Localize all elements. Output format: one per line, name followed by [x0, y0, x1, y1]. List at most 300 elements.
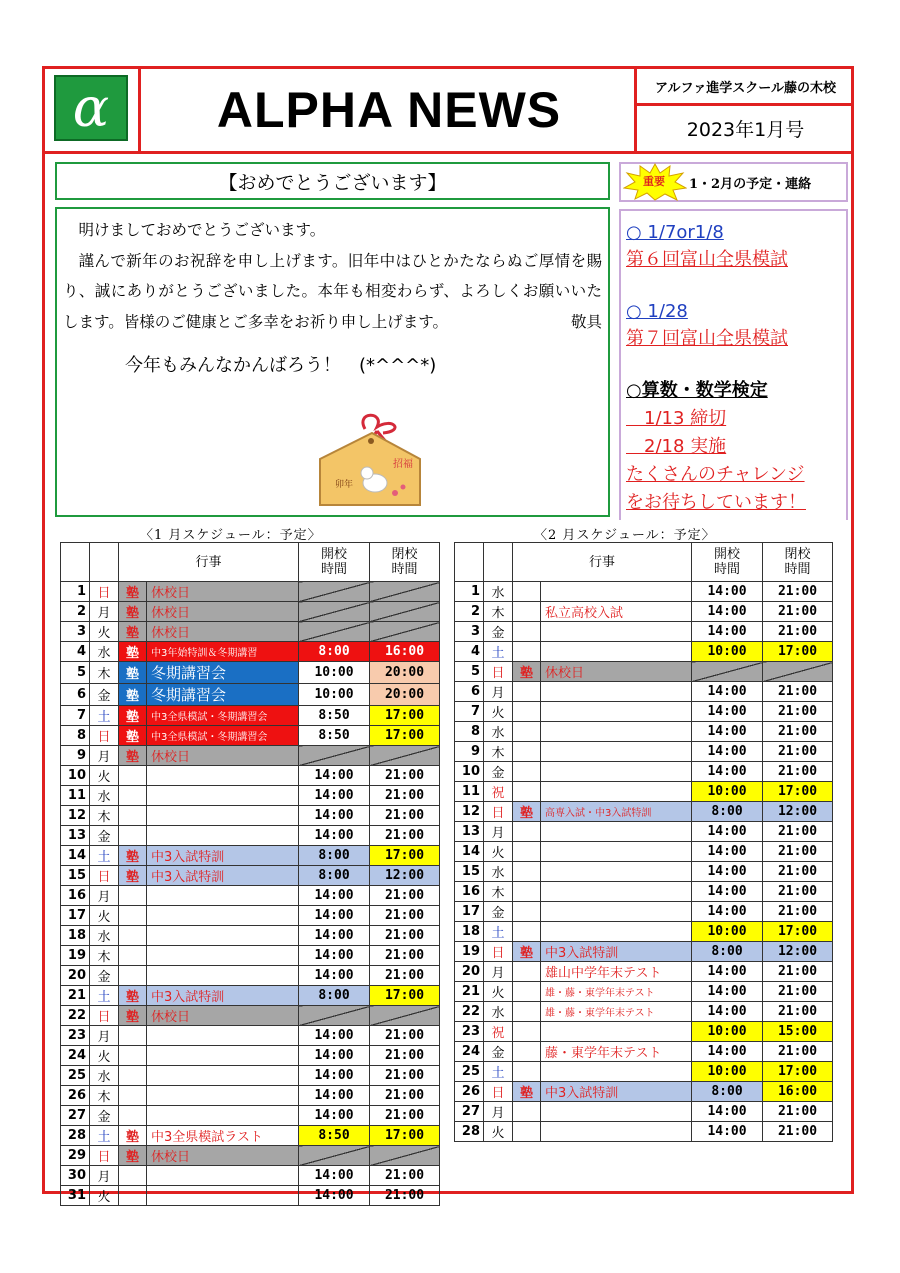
table-row	[455, 982, 833, 1002]
cell-day: 29	[61, 1146, 90, 1166]
cell-close-time: 21:00	[763, 742, 833, 762]
cell-weekday: 金	[90, 684, 119, 706]
cell-open-time: 10:00	[299, 684, 370, 706]
cell-open-time: 14:00	[299, 1186, 370, 1206]
header-open: 開校 時間	[692, 543, 763, 582]
cell-close-time: 21:00	[763, 862, 833, 882]
cell-juku	[119, 906, 147, 926]
cell-day: 11	[455, 782, 484, 802]
cell-juku	[513, 862, 541, 882]
cell-close-time	[370, 582, 440, 602]
cell-event	[147, 806, 299, 826]
cell-weekday: 木	[90, 806, 119, 826]
cell-weekday: 日	[484, 662, 513, 682]
cell-open-time: 14:00	[692, 722, 763, 742]
cell-open-time: 10:00	[692, 922, 763, 942]
cell-day: 6	[455, 682, 484, 702]
cell-day: 26	[61, 1086, 90, 1106]
cell-event: 冬期講習会	[147, 662, 299, 684]
cell-day: 9	[61, 746, 90, 766]
cell-open-time: 14:00	[299, 1086, 370, 1106]
cell-day: 18	[455, 922, 484, 942]
notice-item1-title: 第６回富山全県模試	[626, 249, 788, 270]
cell-juku	[119, 826, 147, 846]
cell-weekday: 木	[484, 742, 513, 762]
cell-close-time: 21:00	[370, 766, 440, 786]
cell-weekday: 水	[484, 1002, 513, 1022]
cell-close-time: 17:00	[370, 706, 440, 726]
cell-event	[541, 1062, 692, 1082]
cell-day: 16	[61, 886, 90, 906]
cell-juku	[513, 982, 541, 1002]
greeting-box	[55, 207, 610, 517]
cell-event	[541, 782, 692, 802]
svg-text:卯年: 卯年	[335, 480, 354, 490]
alpha-logo-icon: α	[54, 75, 128, 141]
cell-open-time	[299, 602, 370, 622]
cell-day: 21	[455, 982, 484, 1002]
cell-day: 26	[455, 1082, 484, 1102]
cell-day: 10	[61, 766, 90, 786]
table-row	[455, 682, 833, 702]
cell-day: 30	[61, 1166, 90, 1186]
cell-event	[541, 642, 692, 662]
cell-day: 24	[455, 1042, 484, 1062]
cell-day: 11	[61, 786, 90, 806]
cell-weekday: 金	[484, 902, 513, 922]
cell-event	[147, 1066, 299, 1086]
cell-close-time: 21:00	[763, 582, 833, 602]
table-row	[61, 726, 440, 746]
cell-weekday: 金	[90, 826, 119, 846]
cell-open-time: 8:00	[692, 942, 763, 962]
cell-weekday: 祝	[484, 1022, 513, 1042]
cell-close-time: 17:00	[370, 846, 440, 866]
cell-weekday: 火	[90, 906, 119, 926]
table-row	[455, 1022, 833, 1042]
cell-juku	[513, 1102, 541, 1122]
cell-close-time: 17:00	[370, 1126, 440, 1146]
cell-close-time: 21:00	[763, 722, 833, 742]
table-row	[61, 582, 440, 602]
cell-event: 冬期講習会	[147, 684, 299, 706]
cell-juku	[119, 1166, 147, 1186]
cell-juku	[119, 1046, 147, 1066]
cell-close-time: 21:00	[763, 1102, 833, 1122]
cell-weekday: 日	[90, 1146, 119, 1166]
cell-event: 休校日	[147, 602, 299, 622]
cell-close-time: 21:00	[763, 962, 833, 982]
cell-weekday: 火	[90, 1186, 119, 1206]
cell-open-time: 10:00	[299, 662, 370, 684]
cell-juku	[119, 886, 147, 906]
notice-item3-line1: 1/13 締切	[626, 408, 727, 429]
important-heading: 1・2月の予定・連絡	[689, 176, 812, 192]
jan-schedule-table	[60, 542, 440, 1206]
cell-day: 17	[455, 902, 484, 922]
cell-open-time: 14:00	[299, 786, 370, 806]
cell-open-time	[299, 1146, 370, 1166]
cell-day: 20	[61, 966, 90, 986]
cell-day: 10	[455, 762, 484, 782]
cell-event	[147, 1186, 299, 1206]
cell-open-time: 14:00	[692, 862, 763, 882]
cell-juku	[513, 1022, 541, 1042]
notice-item3-line4: をお待ちしています！	[626, 492, 806, 513]
cell-open-time: 14:00	[692, 1042, 763, 1062]
cell-weekday: 月	[90, 886, 119, 906]
table-row	[455, 1042, 833, 1062]
cell-close-time	[370, 602, 440, 622]
jan-header-row	[61, 543, 440, 582]
cell-open-time: 8:50	[299, 726, 370, 746]
cell-juku	[513, 722, 541, 742]
cell-weekday: 土	[484, 1062, 513, 1082]
cell-day: 23	[455, 1022, 484, 1042]
cell-day: 28	[455, 1122, 484, 1142]
cell-event	[541, 862, 692, 882]
cell-weekday: 月	[90, 746, 119, 766]
cell-juku: 塾	[119, 642, 147, 662]
cell-weekday: 水	[90, 1066, 119, 1086]
cell-juku: 塾	[513, 942, 541, 962]
table-row	[61, 826, 440, 846]
cell-juku: 塾	[119, 726, 147, 746]
cell-juku	[513, 902, 541, 922]
cell-weekday: 金	[484, 622, 513, 642]
cell-close-time: 17:00	[763, 1062, 833, 1082]
cell-open-time: 14:00	[692, 1002, 763, 1022]
cell-juku: 塾	[119, 602, 147, 622]
cell-event: 雄・藤・東学年末テスト	[541, 1002, 692, 1022]
cell-close-time: 20:00	[370, 684, 440, 706]
table-row	[455, 662, 833, 682]
cell-event	[541, 882, 692, 902]
table-row	[61, 706, 440, 726]
table-row	[455, 602, 833, 622]
cell-event: 藤・東学年末テスト	[541, 1042, 692, 1062]
cell-day: 27	[61, 1106, 90, 1126]
cell-event: 休校日	[147, 1146, 299, 1166]
cell-juku: 塾	[119, 746, 147, 766]
cell-close-time: 16:00	[763, 1082, 833, 1102]
table-row	[61, 684, 440, 706]
cell-weekday: 木	[90, 946, 119, 966]
cell-open-time	[299, 746, 370, 766]
greeting-title: 【おめでとうございます】	[55, 162, 610, 200]
cell-open-time: 14:00	[692, 1102, 763, 1122]
greeting-closing: 敬具	[570, 312, 602, 331]
cell-juku: 塾	[119, 866, 147, 886]
cell-day: 7	[61, 706, 90, 726]
cell-weekday: 月	[484, 962, 513, 982]
cell-juku: 塾	[119, 706, 147, 726]
jan-schedule-caption: 〈1 月スケジュール：予定〉	[140, 528, 322, 543]
cell-day: 25	[455, 1062, 484, 1082]
table-row	[61, 986, 440, 1006]
header-close: 閉校 時間	[370, 543, 440, 582]
cell-event	[147, 1166, 299, 1186]
cell-close-time: 21:00	[370, 1106, 440, 1126]
cell-day: 3	[455, 622, 484, 642]
table-row	[455, 782, 833, 802]
cell-day: 27	[455, 1102, 484, 1122]
cell-day: 22	[61, 1006, 90, 1026]
cell-open-time: 14:00	[692, 702, 763, 722]
cell-juku	[513, 702, 541, 722]
table-row	[61, 806, 440, 826]
table-row	[61, 766, 440, 786]
cell-event: 中3年始特訓＆冬期講習	[147, 642, 299, 662]
cell-day: 22	[455, 1002, 484, 1022]
cell-open-time: 14:00	[299, 1026, 370, 1046]
cell-open-time: 8:00	[299, 846, 370, 866]
cell-day: 13	[455, 822, 484, 842]
cell-weekday: 火	[90, 622, 119, 642]
cell-day: 12	[455, 802, 484, 822]
cell-open-time: 14:00	[692, 822, 763, 842]
cell-open-time	[299, 1006, 370, 1026]
cell-weekday: 土	[90, 986, 119, 1006]
table-row	[61, 662, 440, 684]
cell-day: 17	[61, 906, 90, 926]
cell-weekday: 金	[484, 762, 513, 782]
cell-day: 15	[61, 866, 90, 886]
table-row	[455, 882, 833, 902]
cell-close-time: 21:00	[370, 826, 440, 846]
table-row	[455, 802, 833, 822]
cell-open-time: 14:00	[692, 962, 763, 982]
cell-event: 高専入試・中3入試特訓	[541, 802, 692, 822]
notice-item2-title: 第７回富山全県模試	[626, 328, 788, 349]
cell-juku: 塾	[119, 1146, 147, 1166]
cell-day: 4	[455, 642, 484, 662]
cell-event: 中3全県模試ラスト	[147, 1126, 299, 1146]
cell-weekday: 木	[484, 602, 513, 622]
cell-close-time: 20:00	[370, 662, 440, 684]
cell-open-time	[692, 662, 763, 682]
cell-close-time: 21:00	[370, 1026, 440, 1046]
cell-open-time: 8:00	[692, 802, 763, 822]
cell-event: 中3入試特訓	[541, 1082, 692, 1102]
cell-weekday: 月	[90, 602, 119, 622]
cell-event	[147, 766, 299, 786]
cell-weekday: 木	[90, 662, 119, 684]
cell-weekday: 火	[90, 1046, 119, 1066]
cell-day: 18	[61, 926, 90, 946]
table-row	[455, 922, 833, 942]
cell-weekday: 火	[484, 702, 513, 722]
cell-close-time: 21:00	[370, 786, 440, 806]
table-row	[455, 1082, 833, 1102]
cell-juku	[119, 1066, 147, 1086]
cell-event	[541, 922, 692, 942]
cell-juku	[513, 1002, 541, 1022]
cell-open-time: 14:00	[692, 602, 763, 622]
greeting-body	[63, 215, 602, 337]
cell-weekday: 水	[90, 926, 119, 946]
cell-weekday: 土	[484, 642, 513, 662]
cell-juku: 塾	[119, 846, 147, 866]
notice-item3-title: ○算数・数学検定	[626, 380, 768, 401]
cell-event	[541, 822, 692, 842]
cell-day: 12	[61, 806, 90, 826]
cell-close-time: 21:00	[763, 602, 833, 622]
header-weekday	[90, 543, 119, 582]
header-divider	[42, 151, 854, 154]
table-row	[61, 1146, 440, 1166]
cell-event: 中3入試特訓	[147, 846, 299, 866]
cell-juku	[513, 682, 541, 702]
cell-day: 28	[61, 1126, 90, 1146]
cell-close-time	[370, 746, 440, 766]
important-starburst-icon: 重要	[623, 163, 689, 201]
cell-juku	[119, 1086, 147, 1106]
feb-schedule-table	[454, 542, 833, 1142]
cell-open-time: 8:00	[299, 986, 370, 1006]
cell-close-time: 12:00	[763, 802, 833, 822]
greeting-paragraph: 謹んで新年のお祝辞を申し上げます。旧年中はひとかたならぬご厚情を賜り、誠にありがとうございました。本年も相変わらず、よろしくお願いいたします。皆様のご健康とご多幸をお祈り申し上げます。 敬具	[63, 246, 602, 338]
cell-juku: 塾	[119, 582, 147, 602]
cell-event: 中3全県模試・冬期講習会	[147, 726, 299, 746]
cell-open-time: 14:00	[692, 622, 763, 642]
header-weekday	[484, 543, 513, 582]
notice-item3-line3: たくさんのチャレンジ	[626, 464, 805, 485]
cell-juku: 塾	[119, 622, 147, 642]
table-row	[61, 1126, 440, 1146]
cell-weekday: 金	[484, 1042, 513, 1062]
cell-open-time: 10:00	[692, 642, 763, 662]
cell-open-time: 14:00	[692, 582, 763, 602]
cell-day: 19	[61, 946, 90, 966]
cell-juku	[119, 786, 147, 806]
cell-event	[541, 742, 692, 762]
cell-weekday: 水	[484, 862, 513, 882]
cell-open-time: 8:00	[299, 866, 370, 886]
cell-day: 20	[455, 962, 484, 982]
cell-weekday: 木	[90, 1086, 119, 1106]
cell-open-time	[299, 622, 370, 642]
notice-item1-date: ○ 1/7or1/8	[626, 222, 724, 243]
cell-event: 中3全県模試・冬期講習会	[147, 706, 299, 726]
feb-header-row	[455, 543, 833, 582]
cell-close-time: 21:00	[370, 1046, 440, 1066]
cell-close-time: 17:00	[763, 922, 833, 942]
cell-day: 1	[455, 582, 484, 602]
cell-open-time: 14:00	[299, 946, 370, 966]
notice-box	[619, 209, 848, 520]
cell-juku	[513, 622, 541, 642]
cell-open-time: 14:00	[692, 682, 763, 702]
cell-juku	[119, 806, 147, 826]
cell-open-time: 14:00	[299, 766, 370, 786]
cell-open-time: 14:00	[299, 806, 370, 826]
table-row	[455, 722, 833, 742]
cell-close-time: 17:00	[370, 986, 440, 1006]
cell-day: 7	[455, 702, 484, 722]
cell-close-time: 12:00	[763, 942, 833, 962]
cell-day: 3	[61, 622, 90, 642]
cell-event	[147, 1046, 299, 1066]
cell-open-time: 14:00	[299, 1066, 370, 1086]
cell-juku	[513, 1122, 541, 1142]
cell-weekday: 日	[90, 866, 119, 886]
table-row	[455, 582, 833, 602]
table-row	[455, 1062, 833, 1082]
cell-open-time: 14:00	[299, 826, 370, 846]
cell-juku	[513, 882, 541, 902]
cell-day: 14	[61, 846, 90, 866]
cell-event	[147, 926, 299, 946]
cell-open-time: 14:00	[299, 966, 370, 986]
cell-open-time: 14:00	[692, 762, 763, 782]
cell-close-time: 21:00	[370, 1166, 440, 1186]
table-row	[61, 966, 440, 986]
cell-open-time: 14:00	[692, 982, 763, 1002]
cell-close-time: 21:00	[370, 946, 440, 966]
cell-close-time: 21:00	[763, 762, 833, 782]
cell-event: 休校日	[147, 746, 299, 766]
cell-close-time: 21:00	[763, 902, 833, 922]
cell-event	[541, 902, 692, 922]
cell-event: 雄・藤・東学年末テスト	[541, 982, 692, 1002]
cell-close-time: 21:00	[370, 926, 440, 946]
cell-event	[541, 1122, 692, 1142]
cell-open-time: 8:00	[692, 1082, 763, 1102]
cell-close-time: 21:00	[370, 1086, 440, 1106]
cell-event	[541, 762, 692, 782]
cell-juku: 塾	[513, 1082, 541, 1102]
table-row	[455, 842, 833, 862]
header-open: 開校 時間	[299, 543, 370, 582]
cell-weekday: 金	[90, 1106, 119, 1126]
cell-close-time: 12:00	[370, 866, 440, 886]
cell-close-time: 21:00	[370, 806, 440, 826]
cell-event	[147, 886, 299, 906]
logo-area	[45, 69, 141, 151]
table-row	[61, 866, 440, 886]
table-row	[455, 622, 833, 642]
cell-weekday: 土	[484, 922, 513, 942]
cell-juku	[119, 1026, 147, 1046]
cell-close-time: 17:00	[763, 782, 833, 802]
greeting-line-1: 明けましておめでとうございます。	[78, 221, 326, 239]
cell-event	[541, 722, 692, 742]
cell-weekday: 土	[90, 706, 119, 726]
cell-juku	[513, 582, 541, 602]
cell-event	[147, 1026, 299, 1046]
cell-juku	[513, 1042, 541, 1062]
cell-day: 13	[61, 826, 90, 846]
notice-item3-line2: 2/18 実施	[626, 436, 727, 457]
table-row	[61, 1086, 440, 1106]
cell-weekday: 月	[484, 682, 513, 702]
cell-event: 休校日	[147, 1006, 299, 1026]
cell-open-time: 14:00	[299, 926, 370, 946]
school-name: アルファ進学スクール藤の木校	[637, 69, 854, 106]
cell-close-time: 21:00	[763, 1002, 833, 1022]
cell-event	[147, 946, 299, 966]
table-row	[61, 1106, 440, 1126]
cell-weekday: 木	[484, 882, 513, 902]
cell-open-time: 14:00	[299, 1046, 370, 1066]
cell-day: 1	[61, 582, 90, 602]
cell-day: 8	[61, 726, 90, 746]
cell-weekday: 水	[484, 722, 513, 742]
cell-juku	[513, 1062, 541, 1082]
cell-open-time: 14:00	[692, 902, 763, 922]
table-row	[455, 742, 833, 762]
